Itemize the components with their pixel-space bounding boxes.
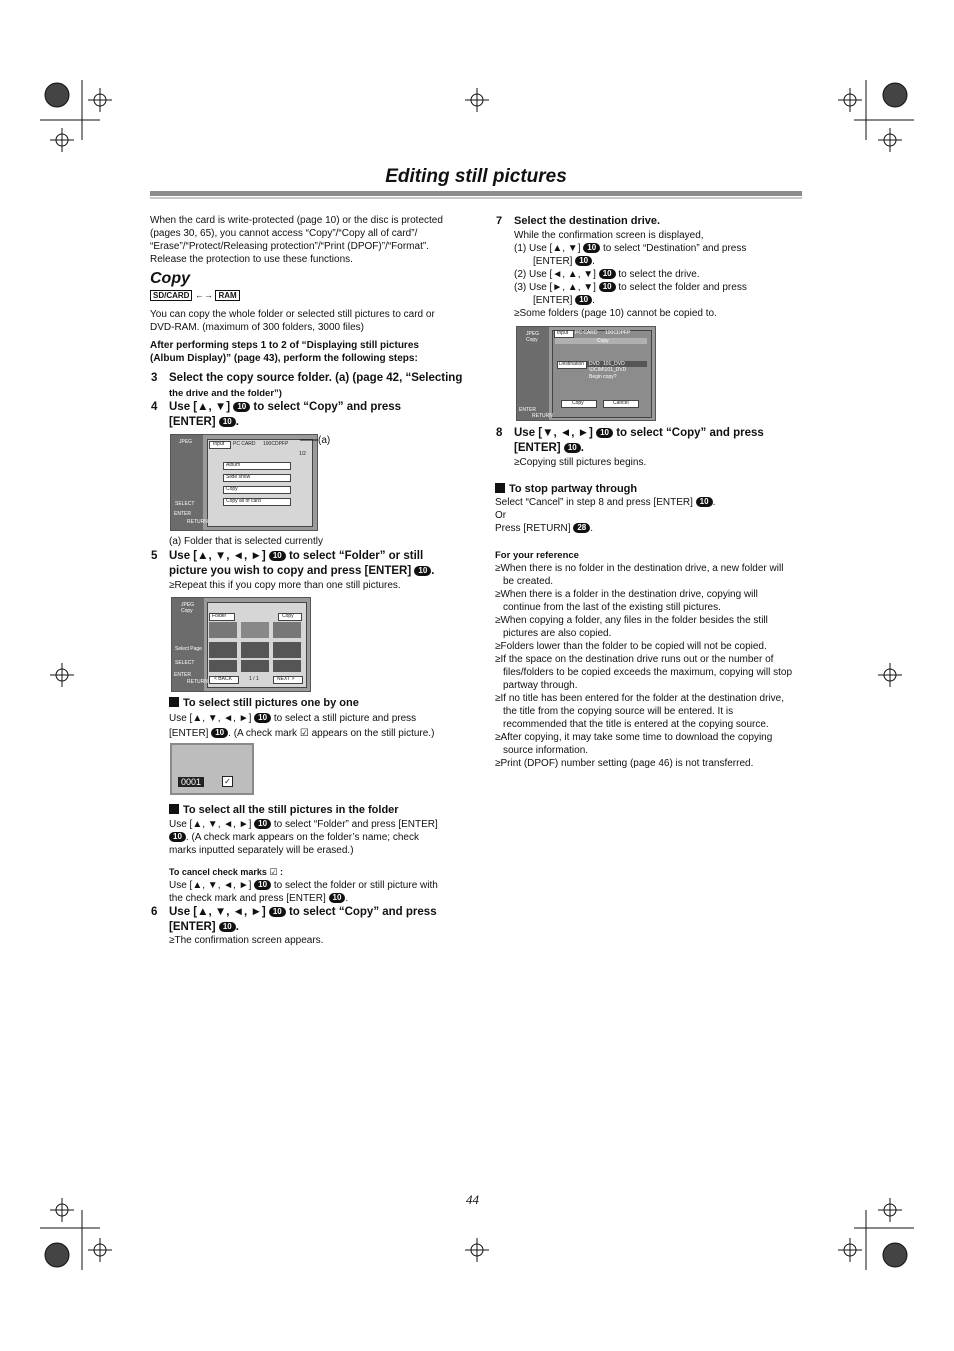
step-3: 3 Select the copy source folder. (a) (page 42, “Selecting the drive and the folder”) [151,372,463,399]
title-rule [150,191,802,196]
callout-a: (a) [318,435,331,446]
thumbnail-example [170,743,254,795]
list-item: ≥If no title has been entered for the folder at the destination drive, the title from the copying source will be entered. It is recommended that the title is entered at the copying source. [495,693,785,730]
title-rule-shadow [150,197,802,199]
callout-line [300,436,320,444]
copy-select-screenshot: JPEG Copy Folder Copy < BACK 1 / 1 NEXT > Select Page SELECT ENTER RETURN [171,597,311,692]
one-by-one-heading: To select still pictures one by one [169,697,359,709]
one-by-one-text: Use [▲, ▼, ◄, ►] 10 to select a still picture and press [ENTER] 10 . (A check mark ☑ appears on the still picture.) [169,713,435,739]
list-item: ≥When there is a folder in the destination drive, copying will continue from the last of the existing still pictures. [495,589,758,613]
list-item: ≥After copying, it may take some time to download the copying source information. [495,732,773,756]
step-7-text: While the confirmation screen is displayed, (1) Use [▲, ▼] 10 to select “Destination” and press [ENTER] 10 . (2) Use [◄, ▲, ▼] 10 to select the drive. (3) Use [►, ▲, ▼] 10 to select the folder and press [ENTER] 10 . ≥Some folders (page 10) cannot be copied to. [514,230,747,319]
step-8: 8 Use [▼, ◄, ►] 10 to select “Copy” and press [ENTER] 10 . [496,427,764,454]
cancel-text: Use [▲, ▼, ◄, ►] 10 to select the folder or still picture with the check mark and press [ENTER] 10 . [169,880,438,904]
copy-heading: Copy [150,270,190,287]
list-item: ≥When there is no folder in the destination drive, a new folder will be created. [495,563,784,587]
checkbox-icon: ✓ [222,776,233,787]
list-item: ≥If the space on the destination drive runs out or the number of files/folders to be copied exceeds the maximum, copying will stop partway through. [495,654,793,691]
stop-text: Select “Cancel” in step 8 and press [ENTER] 10 . Or Press [RETURN] 28 . [495,497,716,534]
step-6-note: ≥The confirmation screen appears. [169,935,324,946]
step-7: 7 Select the destination drive. [496,215,661,227]
caption-a: (a) Folder that is selected currently [169,536,323,547]
reference-heading: For your reference [495,550,579,561]
check-mark-icon: ☑ [299,728,309,739]
all-pictures-heading: To select all the still pictures in the folder [169,804,399,816]
all-pictures-text: Use [▲, ▼, ◄, ►] 10 to select “Folder” and press [ENTER] 10 . (A check mark appears on the folder’s name; check marks inputted separately will be erased.) [169,819,438,856]
badge-arrow: ←→ [194,290,213,300]
stop-heading: To stop partway through [495,483,637,495]
list-item: ≥Print (DPOF) number setting (page 46) is not transferred. [495,758,754,769]
thumbnail-label: 0001 [178,777,204,787]
badge-sdcard: SD/CARD [150,290,192,301]
page-number: 44 [466,1192,479,1207]
page-title: Editing still pictures [385,166,567,187]
intro-paragraph: When the card is write-protected (page 10) or the disc is protected (pages 30, 65), you cannot access “Copy”/“Copy all of card”/ “Erase”/“Protect/Releasing protection”/“Print (DPOF)”/“Format”. Release the protection to use these functions. [150,215,443,265]
step-8-note: ≥Copying still pictures begins. [514,457,647,468]
drive-badges [150,290,240,301]
cancel-heading: To cancel check marks ☑ : [169,867,283,877]
copy-description: You can copy the whole folder or selected still pictures to card or DVD-RAM. (maximum of 300 folders, 3000 files) [150,309,435,333]
enter-key-badge: 10 [233,402,250,412]
destination-screenshot: JPEG Copy Input PC CARD 100CDPFP Copy Destination DVD 101_DVD \DCIM\101_DVD Begin copy? Copy Cancel ENTER RETURN [516,326,656,421]
reference-list [495,562,805,770]
step-5-note: ≥Repeat this if you copy more than one still pictures. [169,580,401,591]
step-4: 4 Use [▲, ▼] 10 to select “Copy” and press [ENTER] 10 . [151,401,402,428]
after-steps-note: After performing steps 1 to 2 of “Displaying still pictures (Album Display)” (page 43), perform the following steps: [150,340,419,364]
step-6: 6 Use [▲, ▼, ◄, ►] 10 to select “Copy” and press [ENTER] 10 . [151,906,437,933]
badge-ram: RAM [215,290,239,301]
return-key-badge: 28 [573,523,590,533]
step-5: 5 Use [▲, ▼, ◄, ►] 10 to select “Folder” or still picture you wish to copy and press [ENTER] 10 . [151,550,435,577]
album-menu-screenshot: JPEG Input PC CARD 100CDPFP 1/2 Album Slide show Copy Copy all of card SELECT ENTER RETURN [170,434,318,531]
check-mark-icon: ☑ [269,867,278,877]
list-item: ≥Folders lower than the folder to be copied will not be copied. [495,641,767,652]
list-item: ≥When copying a folder, any files in the folder besides the still pictures are also copied. [495,615,768,639]
